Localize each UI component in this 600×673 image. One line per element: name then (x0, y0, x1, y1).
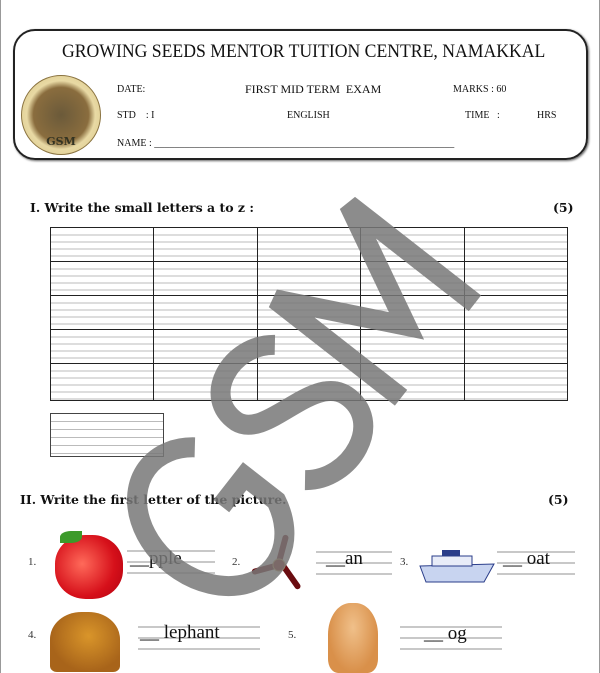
grid-cell-extra[interactable] (50, 413, 164, 457)
subject-label: ENGLISH (287, 110, 330, 121)
grid-cell[interactable] (51, 296, 154, 330)
dog-image (328, 603, 378, 673)
std-label: STD : I (117, 110, 155, 121)
logo-text: GSM (46, 135, 76, 148)
date-label: DATE: (117, 84, 146, 95)
item-number: 2. (232, 556, 241, 568)
grid-cell[interactable] (154, 262, 257, 296)
exam-title: FIRST MID TERM EXAM (245, 82, 382, 96)
letters-grid (50, 227, 568, 401)
grid-cell[interactable] (257, 262, 360, 296)
hrs-label: HRS (537, 110, 557, 121)
grid-cell[interactable] (257, 330, 360, 364)
word-blank: __an (326, 548, 363, 569)
grid-cell[interactable] (361, 262, 464, 296)
grid-cell[interactable] (154, 296, 257, 330)
grid-cell[interactable] (51, 262, 154, 296)
grid-cell[interactable] (464, 228, 567, 262)
item-number: 4. (28, 629, 37, 641)
item-number: 1. (28, 556, 37, 568)
school-logo (21, 75, 101, 155)
boat-image (418, 550, 496, 586)
grid-cell[interactable] (361, 228, 464, 262)
word-blank: __ og (424, 623, 467, 644)
section2-marks: (5) (548, 492, 569, 507)
grid-cell[interactable] (154, 228, 257, 262)
item-number: 3. (400, 556, 409, 568)
grid-cell[interactable] (257, 228, 360, 262)
grid-cell[interactable] (257, 296, 360, 330)
name-field: NAME : ____________________________________________________________ (117, 138, 455, 149)
grid-cell[interactable] (464, 296, 567, 330)
grid-cell[interactable] (464, 330, 567, 364)
marks-label: MARKS : 60 (453, 84, 507, 95)
grid-cell[interactable] (154, 330, 257, 364)
grid-cell[interactable] (51, 330, 154, 364)
grid-cell[interactable] (361, 364, 464, 401)
grid-cell[interactable] (154, 364, 257, 401)
word-blank: __ lephant (140, 622, 220, 643)
word-blank: __ oat (503, 548, 550, 569)
header-box (13, 29, 588, 160)
apple-leaf-image (60, 531, 82, 543)
grid-cell[interactable] (257, 364, 360, 401)
item-number: 5. (288, 629, 297, 641)
time-label: TIME : (465, 110, 500, 121)
fan-image (243, 532, 313, 602)
school-title: GROWING SEEDS MENTOR TUITION CENTRE, NAMAKKAL (62, 41, 546, 62)
word-blank: __pple (130, 548, 182, 569)
section2-title: II. Write the first letter of the picture. (20, 492, 287, 507)
grid-cell[interactable] (51, 364, 154, 401)
grid-cell[interactable] (464, 262, 567, 296)
elephant-image (50, 612, 120, 672)
apple-image (55, 535, 123, 599)
grid-cell[interactable] (464, 364, 567, 401)
section1-title: I. Write the small letters a to z : (30, 200, 254, 215)
grid-cell[interactable] (361, 296, 464, 330)
section1-marks: (5) (553, 200, 574, 215)
grid-cell[interactable] (51, 228, 154, 262)
grid-cell[interactable] (361, 330, 464, 364)
